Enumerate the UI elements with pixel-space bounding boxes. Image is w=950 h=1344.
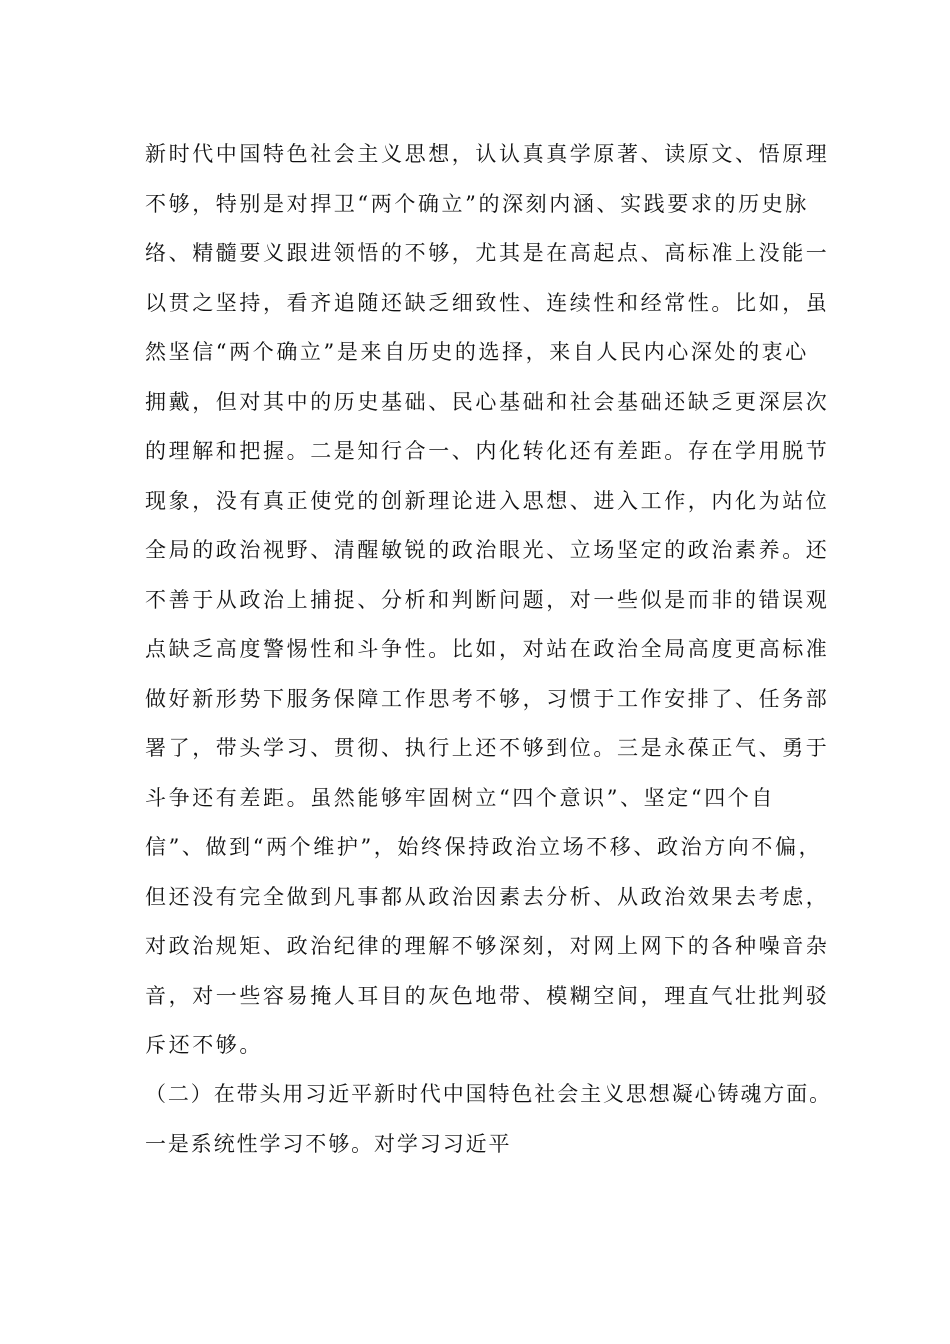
paragraph-line: 现象，没有真正使党的创新理论进入思想、进入工作，内化为站位	[145, 488, 830, 513]
section-heading-line: （二）在带头用习近平新时代中国特色社会主义思想凝心铸魂方面。	[145, 1082, 832, 1106]
paragraph-line: 以贯之坚持，看齐追随还缺乏细致性、连续性和经常性。比如，虽	[145, 290, 830, 315]
section-heading-paragraph	[145, 1070, 835, 1169]
paragraph-line: 音，对一些容易掩人耳目的灰色地带、模糊空间，理直气壮批判驳	[145, 983, 830, 1008]
paragraph-line: 斗争还有差距。虽然能够牢固树立“四个意识”、坚定“四个自	[145, 785, 776, 810]
paragraph-line: 署了，带头学习、贯彻、执行上还不够到位。三是永葆正气、勇于	[145, 736, 830, 760]
paragraph-line: 点缺乏高度警惕性和斗争性。比如，对站在政治全局高度更高标准	[145, 637, 830, 661]
paragraph-line: 拥戴，但对其中的历史基础、民心基础和社会基础还缺乏更深层次	[145, 389, 830, 414]
paragraph-line: 做好新形势下服务保障工作思考不够，习惯于工作安排了、任务部	[145, 686, 830, 711]
paragraph-line: 但还没有完全做到凡事都从政治因素去分析、从政治效果去考虑，	[145, 884, 830, 909]
paragraph-line: 的理解和把握。二是知行合一、内化转化还有差距。存在学用脱节	[145, 439, 830, 463]
paragraph-line: 然坚信“两个确立”是来自历史的选择，来自人民内心深处的衷心	[145, 340, 809, 364]
paragraph-line: 络、精髓要义跟进领悟的不够，尤其是在高起点、高标准上没能一	[145, 241, 830, 265]
body-paragraph	[145, 130, 835, 1071]
section-body-line: 一是系统性学习不够。对学习习近平	[145, 1131, 512, 1156]
paragraph-line: 不善于从政治上捕捉、分析和判断问题，对一些似是而非的错误观	[145, 587, 830, 612]
paragraph-line: 新时代中国特色社会主义思想，认认真真学原著、读原文、悟原理	[145, 142, 830, 166]
paragraph-line: 不够，特别是对捍卫“两个确立”的深刻内涵、实践要求的历史脉	[145, 191, 809, 216]
paragraph-line: 全局的政治视野、清醒敏锐的政治眼光、立场坚定的政治素养。还	[145, 538, 830, 562]
paragraph-line: 对政治规矩、政治纪律的理解不够深刻，对网上网下的各种噪音杂	[145, 934, 830, 958]
paragraph-line: 信”、做到“两个维护”，始终保持政治立场不移、政治方向不偏，	[145, 835, 823, 859]
paragraph-line: 斥还不够。	[145, 1033, 263, 1057]
